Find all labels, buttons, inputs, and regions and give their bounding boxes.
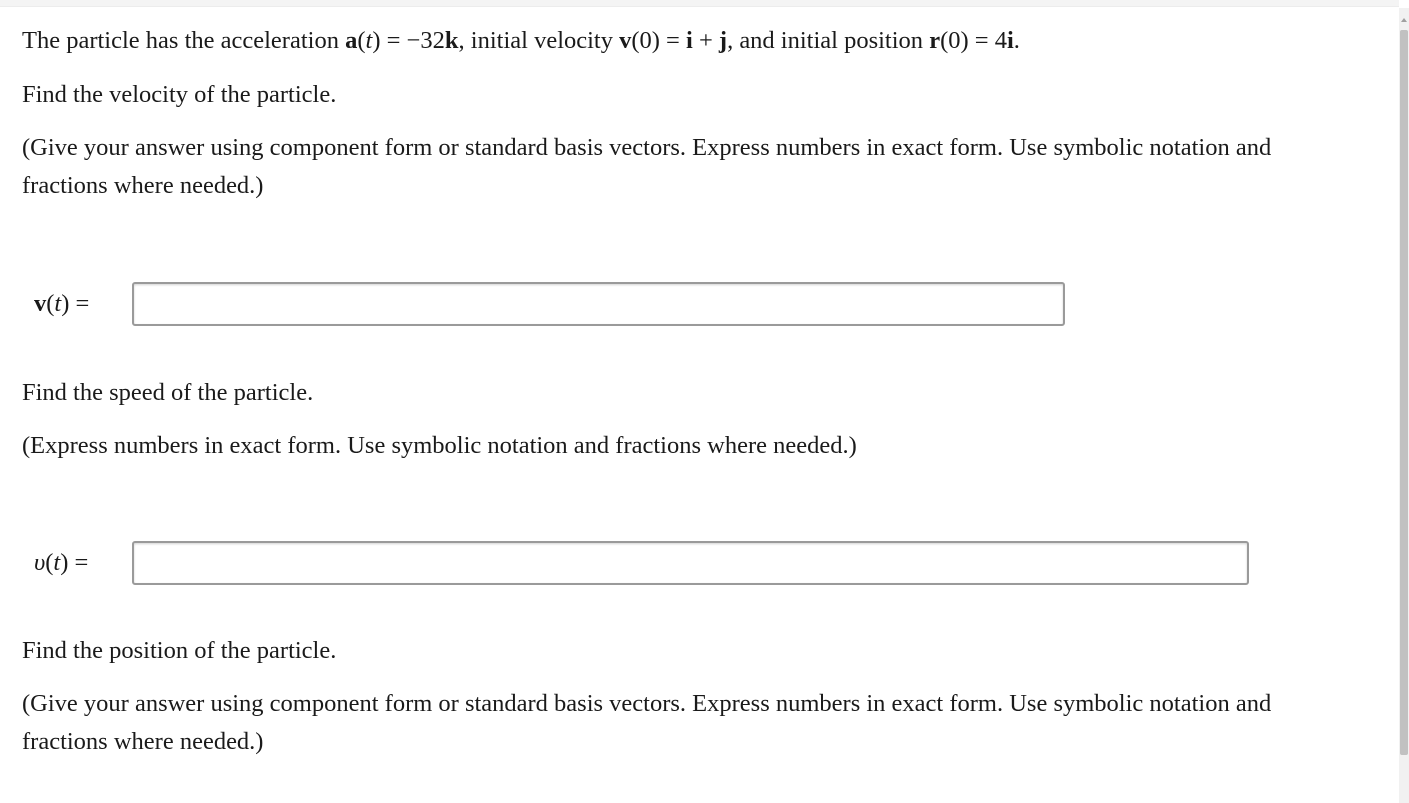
period: .: [1013, 27, 1020, 54]
vertical-scrollbar[interactable]: [1399, 8, 1409, 803]
speed-label-open: (: [45, 549, 54, 576]
velocity-label-fn: v: [34, 290, 47, 317]
scrollbar-thumb[interactable]: [1400, 30, 1408, 755]
initial-position-eq: (0) = 4: [940, 27, 1007, 54]
intro-text-3: , and initial position: [727, 27, 930, 54]
top-strip: [0, 0, 1399, 7]
accel-symbol: a: [345, 27, 358, 54]
i-basis-symbol: i: [686, 27, 693, 54]
accel-value: = −32: [380, 27, 445, 54]
position-instructions: (Give your answer using component form or standard basis vectors. Express numbers in exact form. Use symbolic notation and fractions where needed.): [22, 690, 1272, 755]
velocity-label-close: ) =: [61, 290, 90, 317]
velocity-instructions: (Give your answer using component form or standard basis vectors. Express numbers in exact form. Use symbolic notation and fractions where needed.): [22, 134, 1272, 199]
velocity-symbol: v: [619, 27, 632, 54]
speed-instructions: (Express numbers in exact form. Use symbolic notation and fractions where needed.): [22, 432, 857, 459]
initial-velocity-eq: (0) =: [631, 27, 686, 54]
speed-label-fn: υ: [34, 549, 46, 576]
time-variable: t: [365, 27, 373, 54]
position-prompt: Find the position of the particle.: [22, 637, 337, 664]
velocity-answer-input[interactable]: [132, 282, 1065, 326]
k-basis-symbol: k: [444, 27, 459, 54]
velocity-answer-label: [34, 285, 89, 323]
velocity-label-open: (: [46, 290, 55, 317]
plus-sign: +: [692, 27, 719, 54]
scroll-up-arrow-icon[interactable]: [1401, 18, 1407, 22]
paren-open: (: [357, 27, 366, 54]
speed-label-var: t: [53, 549, 61, 576]
position-symbol: r: [929, 27, 941, 54]
speed-label-close: ) =: [60, 549, 89, 576]
problem-statement: [22, 22, 1020, 60]
j-basis-symbol: j: [718, 27, 728, 54]
speed-prompt: Find the speed of the particle.: [22, 379, 314, 406]
velocity-label-var: t: [54, 290, 62, 317]
intro-text-2: , initial velocity: [458, 27, 620, 54]
intro-text: The particle has the acceleration: [22, 27, 346, 54]
velocity-prompt: Find the velocity of the particle.: [22, 81, 337, 108]
i-basis-symbol-2: i: [1006, 27, 1014, 54]
speed-answer-label: [34, 544, 88, 582]
speed-answer-input[interactable]: [132, 541, 1249, 585]
paren-close: ): [372, 27, 381, 54]
